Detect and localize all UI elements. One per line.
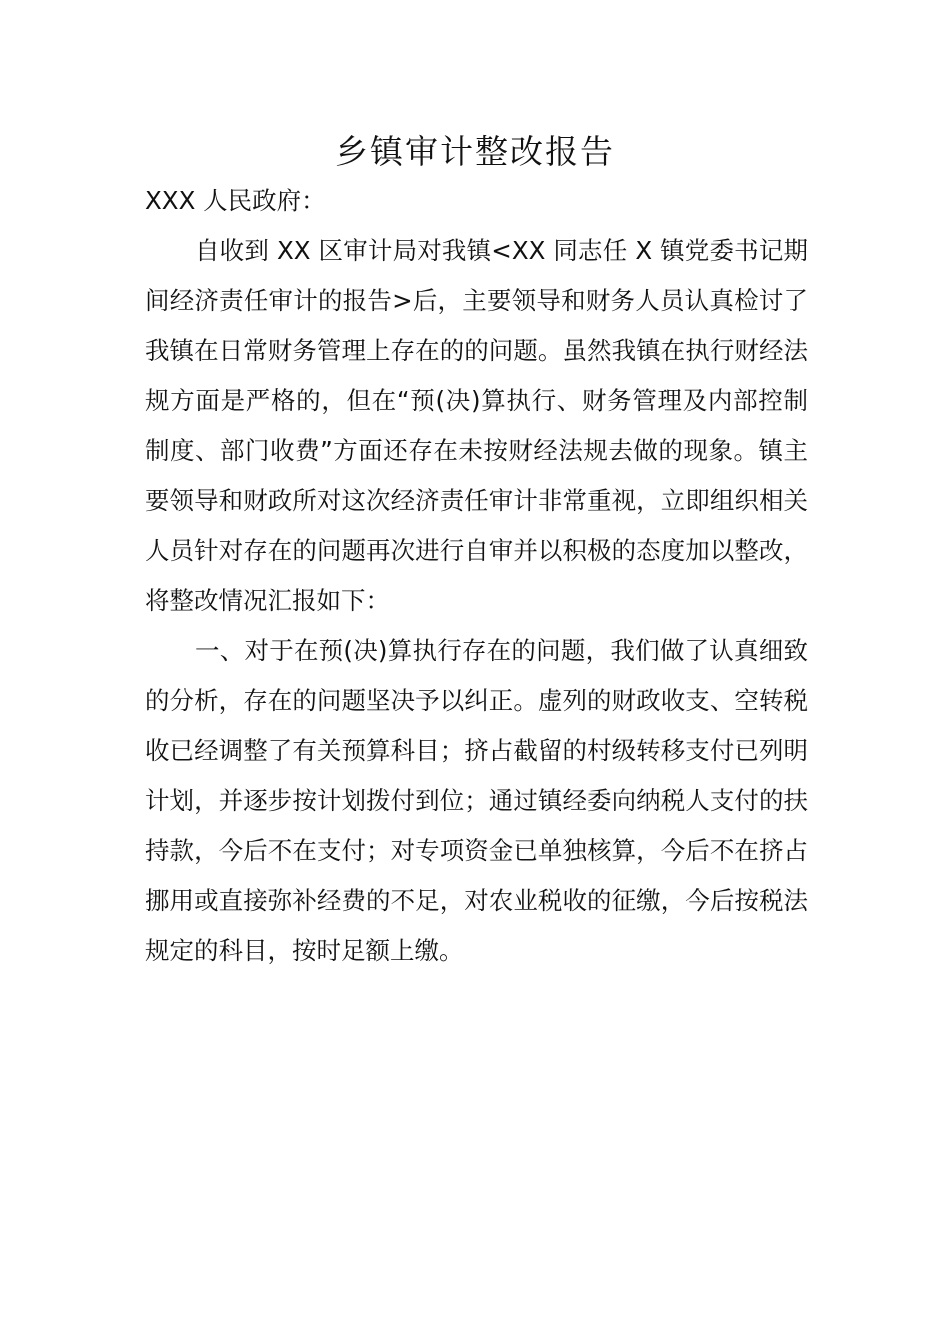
- paragraph-intro: 自收到 XX 区审计局对我镇<XX 同志任 X 镇党委书记期间经济责任审计的报告>后，主要领导和财务人员认真检讨了我镇在日常财务管理上存在的的问题。虽然我镇在执行财经法规方面是严格的，但在“预(决)算执行、财务管理及内部控制制度、部门收费”方面还存在未按财经法规去做的现象。镇主要领导和财政所对这次经济责任审计非常重视，立即组织相关人员针对存在的问题再次进行自审并以积极的态度加以整改，将整改情况汇报如下：: [145, 236, 808, 615]
- paragraph-section-one: 一、对于在预(决)算执行存在的问题，我们做了认真细致的分析，存在的问题坚决予以纠正。虚列的财政收支、空转税收已经调整了有关预算科目；挤占截留的村级转移支付已列明计划，并逐步按计划拨付到位；通过镇经委向纳税人支付的扶持款，今后不在支付；对专项资金已单独核算，今后不在挤占挪用或直接弥补经费的不足，对农业税收的征缴，今后按税法规定的科目，按时足额上缴。: [145, 636, 808, 965]
- salutation: XXX 人民政府：: [145, 186, 326, 215]
- document-body: [145, 176, 808, 976]
- document-title: 乡镇审计整改报告: [335, 132, 615, 171]
